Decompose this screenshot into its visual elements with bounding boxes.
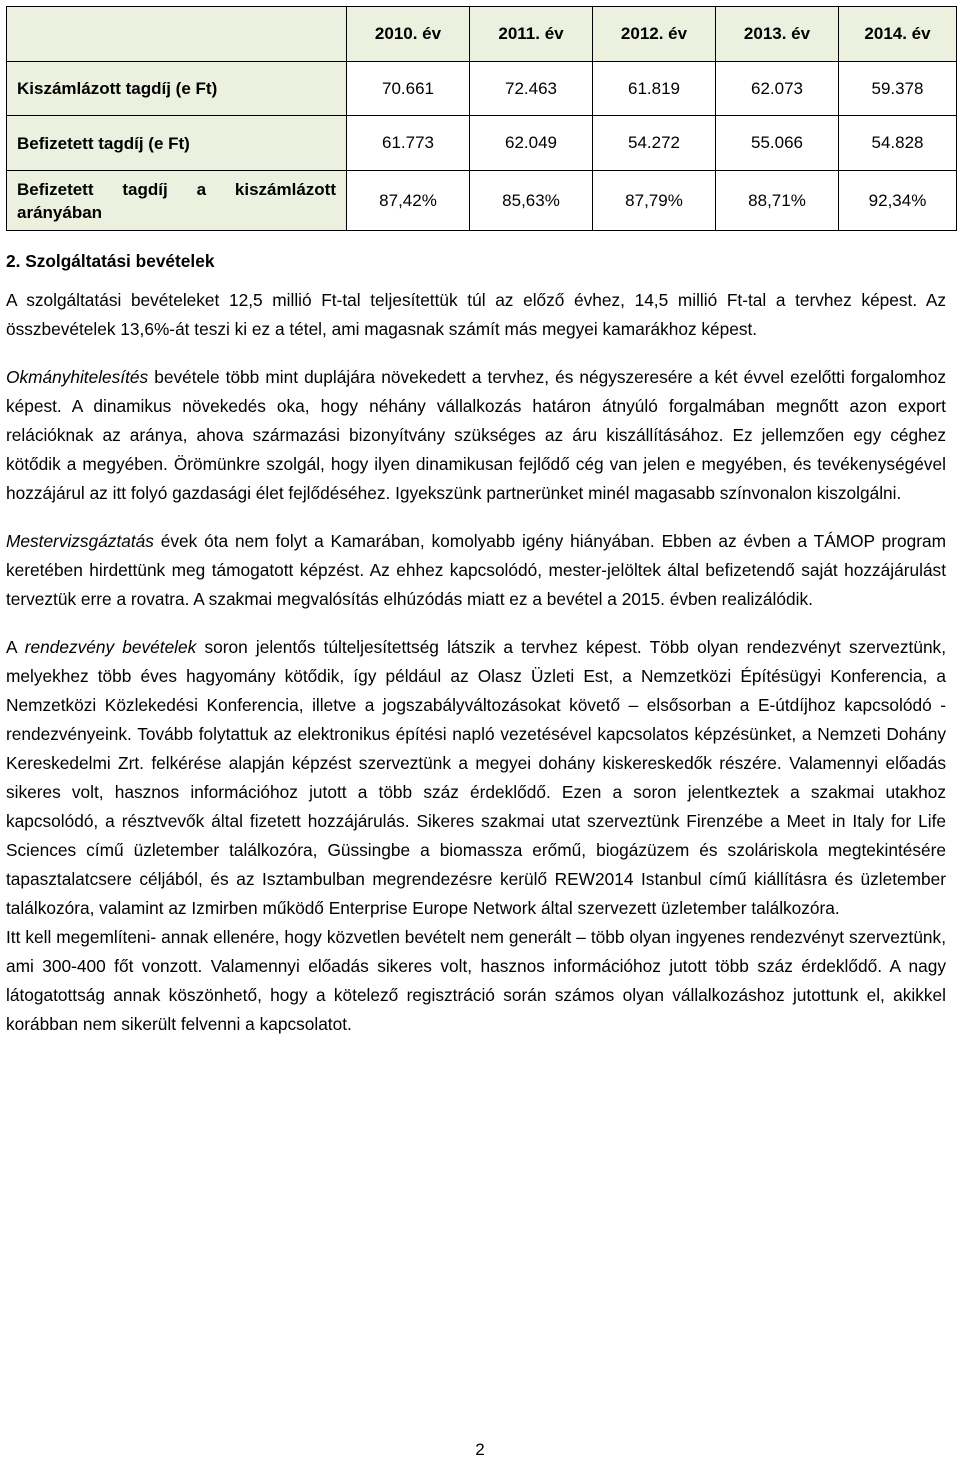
- table-cell: 61.819: [593, 62, 716, 116]
- table-cell: 72.463: [470, 62, 593, 116]
- emphasis-term: rendezvény bevételek: [24, 637, 197, 657]
- table-cell: 59.378: [839, 62, 957, 116]
- table-cell: 87,79%: [593, 171, 716, 231]
- table-cell: 54.828: [839, 116, 957, 171]
- membership-fee-table: [6, 6, 957, 231]
- paragraph-document-certification: [6, 363, 946, 508]
- row-label-line: Befizetett tagdíj a kiszámlázott: [17, 179, 336, 199]
- paragraph-text: A: [6, 637, 25, 657]
- table-row: [7, 116, 957, 171]
- paragraph-free-events: Itt kell megemlíteni- annak ellenére, hogy közvetlen bevételt nem generált – több olyan ingyenes rendezvényt szerveztünk, ami 300-400 főt vonzott. Valamennyi előadás sikeres volt, hasznos információhoz jutott több száz érdeklődő. A nagy látogatottság annak köszönhető, hogy a kötelező regisztráció során számos olyan vállalkozáshoz jutottunk el, akikkel korábban nem sikerült felvenni a kapcsolatot.: [6, 927, 946, 1034]
- table-cell: 55.066: [716, 116, 839, 171]
- paragraph-text: soron jelentős túlteljesítettség látszik a tervhez képest. Több olyan rendezvényt szerveztünk, melyekhez több éves hagyomány kötődik, így például az Olasz Üzleti Est, a Nemzetközi Építésügyi Konferencia, a Nemzetközi Közlekedési Konferencia, illetve a jogszabályváltozásokat követő – elsősorban a E-útdíjhoz kapcsolódó - rendezvényeink. Tovább folytattuk az elektronikus építési napló vezetésével kapcsolatos képzésünket, a Nemzeti Dohány Kereskedelmi Zrt. felkérése alapján képzést szerveztünk a megyei dohány kiskereskedők részére. Valamennyi előadás sikeres volt, hasznos információhoz jutott a több száz érdeklődő. Ezen a soron jelentkeztek a szakmai utakhoz kapcsolódó, a résztvevők által fizetett hozzájárulás. Sikeres szakmai utat szerveztünk Firenzébe a Meet in Italy for Life Sciences című üzletember találkozóra, Güssingbe a biomassza erőmű, biogázüzem és szoláriskola megtekintésére tapasztalatcsere céljából, és az Isztambulban megrendezésre kerülő REW2014 Istanbul című kiállításra és üzletember találkozóra, valamint az Izmirben működő Enterprise Europe Network által szervezett üzletember találkozóra.: [6, 637, 946, 918]
- table-cell: 85,63%: [470, 171, 593, 231]
- paragraph-service-revenue: A szolgáltatási bevételeket 12,5 millió Ft-tal teljesítettük túl az előző évhez, 14,5 millió Ft-tal a tervhez képest. Az összbevételek 13,6%-át teszi ki ez a tétel, ami magasnak számít más megyei kamarákhoz képest.: [6, 290, 946, 339]
- table-cell: 70.661: [347, 62, 470, 116]
- row-label: [7, 171, 347, 231]
- emphasis-term: Mestervizsgáztatás: [6, 531, 154, 551]
- paragraph-master-exam: [6, 527, 946, 614]
- table-header-year: 2010. év: [347, 7, 470, 62]
- table-header-year: 2012. év: [593, 7, 716, 62]
- table-cell: 62.073: [716, 62, 839, 116]
- table-header-empty: [7, 7, 347, 62]
- table-header-year: 2014. év: [839, 7, 957, 62]
- table-cell: 88,71%: [716, 171, 839, 231]
- table-header-year: 2013. év: [716, 7, 839, 62]
- table-cell: 61.773: [347, 116, 470, 171]
- emphasis-term: Okmányhitelesítés: [6, 367, 149, 387]
- paragraph-text: bevétele több mint duplájára növekedett a tervhez, és négyszeresére a két évvel ezelőtti forgalomhoz képest. A dinamikus növekedés oka, hogy néhány vállalkozás határon átnyúló forgalmában megnőtt azon export relációknak az aránya, ahova származási bizonyítvány szükséges az áru kiszállításához. Ez jellemzően egy céghez kötődik a megyében. Örömünkre szolgál, hogy ilyen dinamikusan fejlődő cég van jelen e megyében, és tevékenységével hozzájárul az itt folyó gazdasági élet fejlődéséhez. Igyekszünk partnerünket minél magasabb színvonalon kiszolgálni.: [6, 367, 946, 503]
- section-heading: 2. Szolgáltatási bevételek: [6, 251, 215, 271]
- page-number: 2: [475, 1440, 485, 1459]
- row-label: Kiszámlázott tagdíj (e Ft): [7, 62, 347, 116]
- table-header-year: 2011. év: [470, 7, 593, 62]
- table-row: [7, 171, 957, 231]
- row-label: Befizetett tagdíj (e Ft): [7, 116, 347, 171]
- body-text: [6, 247, 946, 1039]
- table-cell: 87,42%: [347, 171, 470, 231]
- table-cell: 54.272: [593, 116, 716, 171]
- table-row: [7, 62, 957, 116]
- paragraph-text: évek óta nem folyt a Kamarában, komolyabb igény hiányában. Ebben az évben a TÁMOP program keretében hirdettünk meg támogatott képzést. Az ehhez kapcsolódó, mester-jelöltek által befizetendő saját hozzájárulást terveztük erre a rovatra. A szakmai megvalósítás elhúzódás miatt ez a bevétel a 2015. évben realizálódik.: [6, 531, 946, 609]
- paragraph-event-revenue: [6, 633, 946, 923]
- row-label-line: arányában: [17, 202, 103, 222]
- table-cell: 62.049: [470, 116, 593, 171]
- table-cell: 92,34%: [839, 171, 957, 231]
- table-header-row: [7, 7, 957, 62]
